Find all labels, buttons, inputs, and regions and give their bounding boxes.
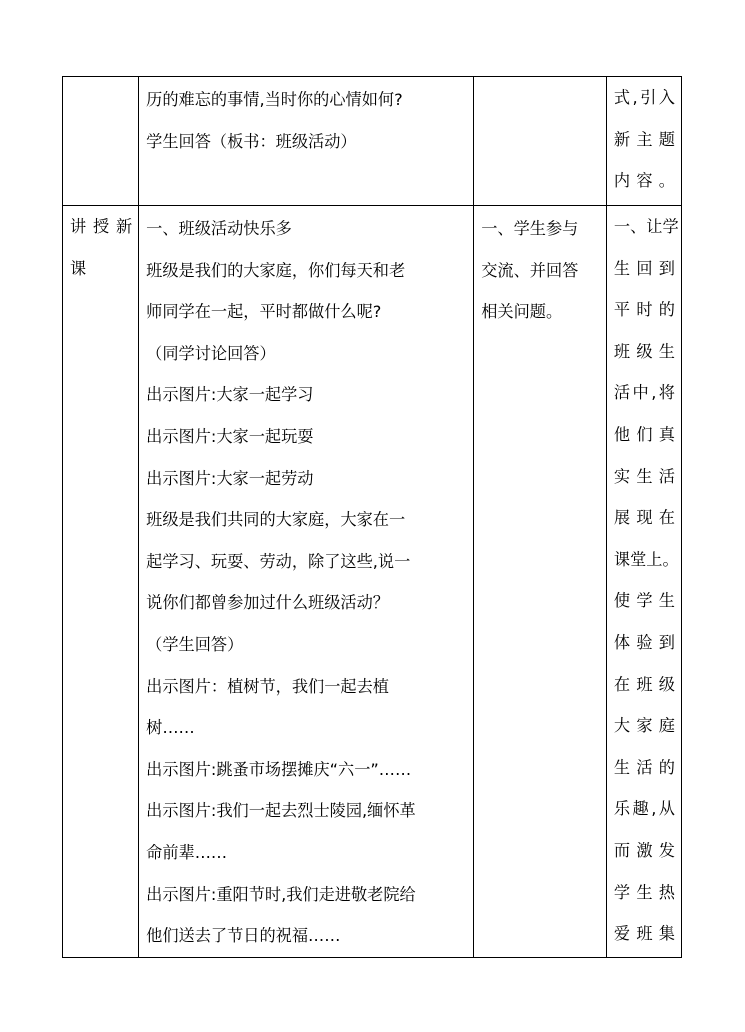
cell-text-line: 体验到 [613, 632, 675, 652]
cell-text-line: 出示图片:我们一起去烈士陵园,缅怀革 [146, 801, 416, 821]
cell-text-line: 说你们都曾参加过什么班级活动？ [146, 593, 389, 613]
student-activity-cell [474, 206, 607, 958]
cell-text-line: 出示图片:大家一起学习 [146, 385, 314, 405]
cell-text-line: 他们真 [613, 424, 675, 444]
cell-text-line: 实生活 [613, 466, 675, 486]
cell-text-line: 命前辈…… [146, 842, 228, 862]
cell-text-line: 生活的 [613, 757, 675, 777]
cell-text-line: 出示图片:大家一起劳动 [146, 468, 314, 488]
cell-text-line: 交流、并回答 [481, 260, 579, 280]
cell-text-line: 学生回答（板书：班级活动） [146, 131, 357, 151]
cell-text-line: 起学习、玩耍、劳动，除了这些,说一 [146, 551, 411, 571]
teacher-activity-cell [139, 206, 474, 958]
cell-text-line: 班级是我们的大家庭，你们每天和老 [146, 260, 406, 280]
cell-text-line: 历的难忘的事情,当时你的心情如何? [146, 90, 403, 109]
cell-text-line: 课堂上。 [613, 549, 679, 569]
cell-text-line: 师同学在一起，平时都做什么呢? [146, 302, 382, 322]
cell-text-line: 活中,将 [613, 383, 675, 403]
cell-text-line: 新主题 [613, 129, 675, 149]
cell-text-line: 一、学生参与 [481, 219, 579, 238]
cell-text-line: 树…… [146, 718, 195, 738]
cell-text-line: 出示图片:重阳节时,我们走进敬老院给 [146, 884, 416, 904]
table-row [63, 77, 682, 206]
cell-text-line: 乐趣,从 [613, 799, 675, 819]
cell-text-line: 在班级 [613, 674, 675, 694]
design-intent-cell [606, 77, 681, 206]
design-intent-cell [606, 206, 681, 958]
table-row [63, 206, 682, 958]
teacher-activity-cell [139, 77, 474, 206]
cell-text-line: 平时的 [613, 300, 675, 320]
cell-text-line: 使学生 [613, 591, 675, 611]
cell-text-line: （同学讨论回答） [146, 343, 276, 363]
student-activity-cell [474, 77, 607, 206]
cell-text-line: 学生热 [613, 882, 675, 902]
cell-text-line: 内容。 [613, 171, 675, 191]
cell-text-line: 课 [70, 258, 87, 278]
cell-text-line: 一、让学 [613, 217, 679, 236]
stage-cell [63, 77, 139, 206]
cell-text-line: 一、班级活动快乐多 [146, 219, 292, 238]
cell-text-line: 出示图片:跳蚤市场摆摊庆“六一”…… [146, 759, 412, 779]
cell-text-line: 生回到 [613, 258, 675, 278]
cell-text-line: 出示图片:大家一起玩耍 [146, 426, 314, 446]
cell-text-line: 式,引入 [613, 88, 675, 107]
cell-text-line: 讲授新 [70, 217, 133, 236]
lesson-plan-table [62, 76, 682, 958]
cell-text-line: 大家庭 [613, 716, 675, 736]
cell-text-line: （学生回答） [146, 634, 244, 654]
stage-cell [63, 206, 139, 958]
cell-text-line: 相关问题。 [481, 302, 563, 322]
cell-text-line: 他们送去了节日的祝福…… [146, 926, 341, 946]
cell-text-line: 班级生 [613, 341, 675, 361]
cell-text-line: 班级是我们共同的大家庭，大家在一 [146, 510, 406, 530]
cell-text-line: 而激发 [613, 840, 675, 860]
cell-text-line: 爱班集 [613, 924, 675, 944]
cell-text-line: 展现在 [613, 508, 675, 528]
cell-text-line: 出示图片：植树节，我们一起去植 [146, 676, 389, 696]
